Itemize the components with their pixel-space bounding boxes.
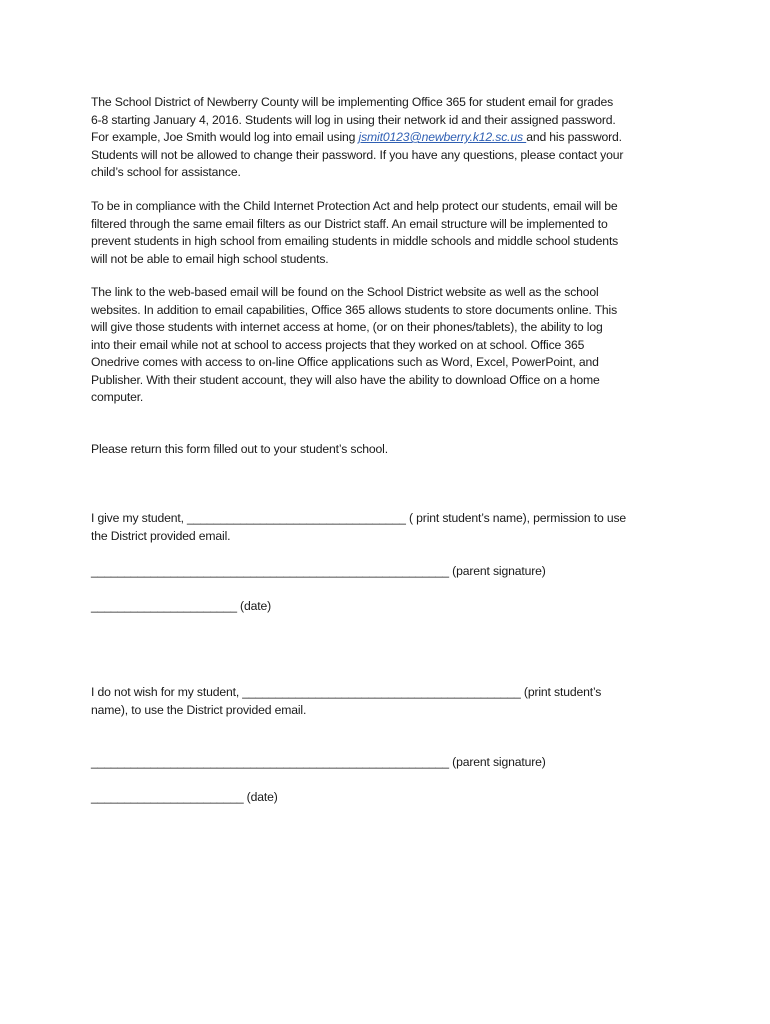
parent-signature-field[interactable]: ______________________________________________________ (parent signature) — [91, 755, 546, 769]
compliance-line: filtered through the same email filters as our District staff. An email structure will be implemented to — [91, 216, 608, 231]
intro-line: child’s school for assistance. — [91, 165, 241, 179]
permission-deny-student-name-field[interactable]: I do not wish for my student, __________________________________________ (print student’s — [91, 685, 602, 699]
office365-line: websites. In addition to email capabilities, Office 365 allows students to store documents online. This — [91, 302, 618, 317]
compliance-line: To be in compliance with the Child Internet Protection Act and help protect our students, email will be — [91, 199, 618, 213]
office365-line: will give those students with internet access at home, (or on their phones/tablets), the ability to log — [91, 320, 603, 334]
permission-deny-date — [91, 789, 669, 807]
date-field[interactable]: _______________________ (date) — [91, 790, 278, 804]
intro-line: Students will not be allowed to change their password. If you have any questions, please contact your — [91, 147, 624, 162]
permission-give-student-name-field[interactable]: I give my student, _________________________________ ( print student’s name), permission to use — [91, 511, 627, 525]
permission-give-date — [91, 598, 669, 616]
office365-line: computer. — [91, 390, 144, 404]
intro-line-with-email — [91, 129, 669, 147]
parent-signature-field[interactable]: ______________________________________________________ (parent signature) — [91, 564, 546, 578]
permission-give-signature — [91, 563, 669, 581]
intro-text-before-email: For example, Joe Smith would log into email using — [91, 130, 359, 144]
compliance-line: prevent students in high school from emailing students in middle schools and middle school students — [91, 234, 619, 248]
permission-deny-signature — [91, 754, 669, 772]
permission-deny-text: name), to use the District provided email. — [91, 702, 307, 717]
compliance-paragraph — [91, 198, 669, 268]
intro-text-after-email: and his password. — [526, 130, 622, 144]
example-email-link[interactable]: jsmit0123@newberry.k12.sc.us — [358, 130, 527, 144]
permission-deny-statement — [91, 684, 669, 719]
intro-line: The School District of Newberry County will be implementing Office 365 for student email for grades — [91, 95, 614, 109]
office365-line: The link to the web-based email will be found on the School District website as well as the school — [91, 285, 599, 299]
permission-give-statement — [91, 510, 669, 545]
office365-line: Publisher. With their student account, they will also have the ability to download Office on a home — [91, 372, 600, 387]
office365-line: into their email while not at school to access projects that they worked on at school. Office 365 — [91, 337, 585, 352]
compliance-line: will not be able to email high school students. — [91, 251, 329, 266]
office365-line: Onedrive comes with access to on-line Office applications such as Word, Excel, PowerPoint, and — [91, 355, 599, 369]
date-field[interactable]: ______________________ (date) — [91, 599, 271, 613]
permission-give-text: the District provided email. — [91, 528, 231, 543]
office365-paragraph — [91, 284, 669, 407]
return-note-text: Please return this form filled out to your student’s school. — [91, 442, 388, 456]
return-form-note — [91, 441, 669, 459]
intro-line: 6-8 starting January 4, 2016. Students will log in using their network id and their assigned password. — [91, 112, 616, 127]
intro-paragraph — [91, 94, 669, 182]
